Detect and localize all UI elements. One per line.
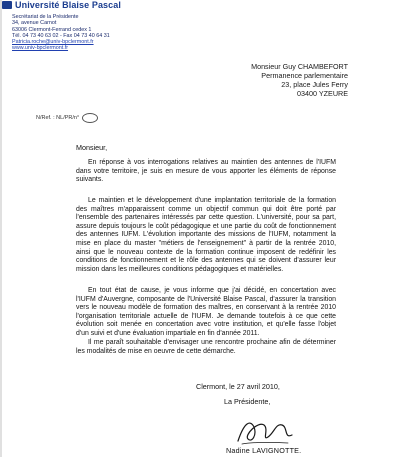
recipient-line: Permanence parlementaire xyxy=(261,71,348,80)
logo-text: Université Blaise Pascal xyxy=(15,0,121,10)
sender-line: Tél. 04 73 40 63 02 - Fax 04 73 40 64 31 xyxy=(12,32,110,39)
recipient-line: 23, place Jules Ferry xyxy=(281,80,348,89)
signatory-name xyxy=(226,446,301,455)
reference-text: N/Ref. : NL/PR/n° xyxy=(36,115,80,121)
paragraph-3: En tout état de cause, je vous informe que j'ai décidé, en concertation avec l'IUFM d'Auvergne, composante de l'Université Blaise Pascal, d'assurer la transition vers le nouveau modèle de formation des maîtres, en conservant à la rentrée 2010 l'organisation territoriale actuelle de l'IUFM. Je demande toutefois à ce que cette évolution soit menée en concertation avec votre institution, et qu'elle fasse l'objet d'un suivi et d'une évaluation impartiale en fin d'année 2011. xyxy=(76,287,336,337)
handwritten-initials-icon xyxy=(82,113,98,123)
paragraph-2: Le maintien et le développement d'une implantation territoriale de la formation des maîtres m'apparaissent comme un objectif commun qui doit être porté par l'ensemble des partenaires intéressés par cette question. L'université, pour sa part, assure depuis toujours le coût pédagogique et une partie du coût de fonctionnement des antennes IUFM. L'évolution importante des missions de l'IUFM, notamment la mise en place du master "métiers de l'enseignement" à partir de la rentrée 2010, ainsi que le nouveau contexte de la formation continue imposent de redéfinir les conditions de fonctionnement et le rôle des antennes qui se doivent d'assurer leur mission dans les meilleures conditions pédagogiques et matérielles. xyxy=(76,197,336,273)
reference-line xyxy=(36,113,98,123)
recipient-line: 03400 YZEURE xyxy=(296,89,348,98)
recipient-line: Monsieur Guy CHAMBEFORT xyxy=(251,62,348,71)
signatory-text: Nadine LAVIGNOTTE. xyxy=(226,446,302,455)
sender-web-link[interactable]: www.univ-bpclermont.fr xyxy=(12,45,69,52)
paragraph-1: En réponse à vos interrogations relatives au maintien des antennes de l'IUFM dans votre territoire, je suis en mesure de vous apporter les éléments de réponse suivants. xyxy=(76,159,336,184)
sender-line: Secrétariat de la Présidente xyxy=(12,14,79,20)
sender-block xyxy=(12,14,110,52)
sender-line: 63006 Clermont-Ferrand cedex 1 xyxy=(12,26,92,33)
recipient-block xyxy=(218,62,348,98)
sender-line: 34, avenue Carnot xyxy=(12,20,57,27)
sender-email-link[interactable]: Patricia.roche@univ-bpclermont.fr xyxy=(12,39,94,46)
university-logo xyxy=(2,0,152,10)
role-line: La Présidente, xyxy=(224,397,271,406)
page-edge xyxy=(0,0,2,457)
logo-icon xyxy=(2,1,12,9)
date-line: Clermont, le 27 avril 2010, xyxy=(196,382,280,391)
salutation: Monsieur, xyxy=(76,143,108,152)
handwritten-signature xyxy=(234,413,296,449)
paragraph-4: Il me paraît souhaitable d'envisager une rencontre prochaine afin de déterminer les modalités de mise en oeuvre de cette démarche. xyxy=(76,339,336,355)
